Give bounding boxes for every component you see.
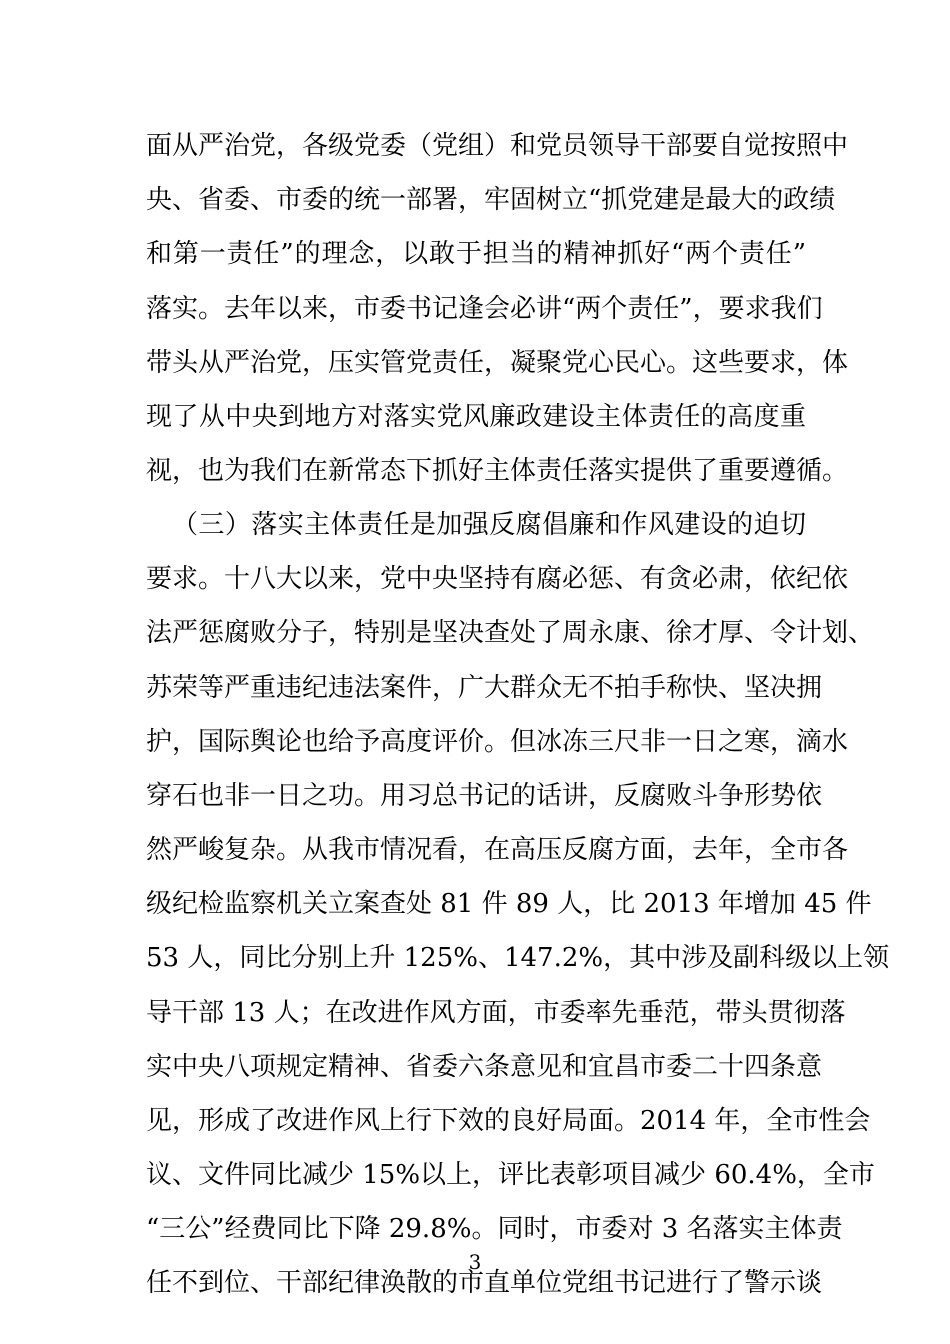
text-line: 现了从中央到地方对落实党风廉政建设主体责任的高度重 [146,402,806,432]
text-line: 任不到位、干部纪律涣散的市直单位党组书记进行了警示谈 [146,1268,823,1298]
text-line: 见，形成了改进作风上行下效的良好局面。2014 年，全市性会 [146,1106,871,1136]
text-line: 级纪检监察机关立案查处 81 件 89 人，比 2013 年增加 45 件 [146,889,872,919]
text-line: 视，也为我们在新常态下抓好主体责任落实提供了重要遵循。 [146,456,849,486]
text-line: 央、省委、市委的统一部署，牢固树立“抓党建是最大的政绩 [146,185,836,215]
text-line: 53 人，同比分别上升 125%、147.2%，其中涉及副科级以上领 [146,943,890,973]
text-line: 和第一责任”的理念，以敢于担当的精神抓好“两个责任” [146,239,806,269]
text-line: 苏荣等严重违纪违法案件，广大群众无不拍手称快、坚决拥 [146,673,823,703]
text-line: 穿石也非一日之功。用习总书记的话讲，反腐败斗争形势依 [146,781,823,811]
text-line: 法严惩腐败分子，特别是坚决查处了周永康、徐才厚、令计划、 [146,618,875,648]
text-line: 护，国际舆论也给予高度评价。但冰冻三尺非一日之寒，滴水 [146,727,849,757]
page-number: 3 [468,1250,482,1274]
text-line: 要求。十八大以来，党中央坚持有腐必惩、有贪必肃，依纪依 [146,564,849,594]
text-line: 面从严治党，各级党委（党组）和党员领导干部要自觉按照中 [146,131,849,161]
text-line: 落实。去年以来，市委书记逢会必讲“两个责任”，要求我们 [146,294,823,324]
text-line: 议、文件同比减少 15%以上，评比表彰项目减少 60.4%，全市 [146,1160,875,1190]
text-line: 导干部 13 人；在改进作风方面，市委率先垂范，带头贯彻落 [146,998,846,1028]
section-heading-line: （三）落实主体责任是加强反腐倡廉和作风建设的迫切 [172,510,806,540]
text-line: 实中央八项规定精神、省委六条意见和宜昌市委二十四条意 [146,1052,823,1082]
text-line: 然严峻复杂。从我市情况看，在高压反腐方面，去年，全市各 [146,835,849,865]
text-line: “三公”经费同比下降 29.8%。同时，市委对 3 名落实主体责 [146,1214,843,1244]
text-line: 带头从严治党，压实管党责任，凝聚党心民心。这些要求，体 [146,348,849,378]
